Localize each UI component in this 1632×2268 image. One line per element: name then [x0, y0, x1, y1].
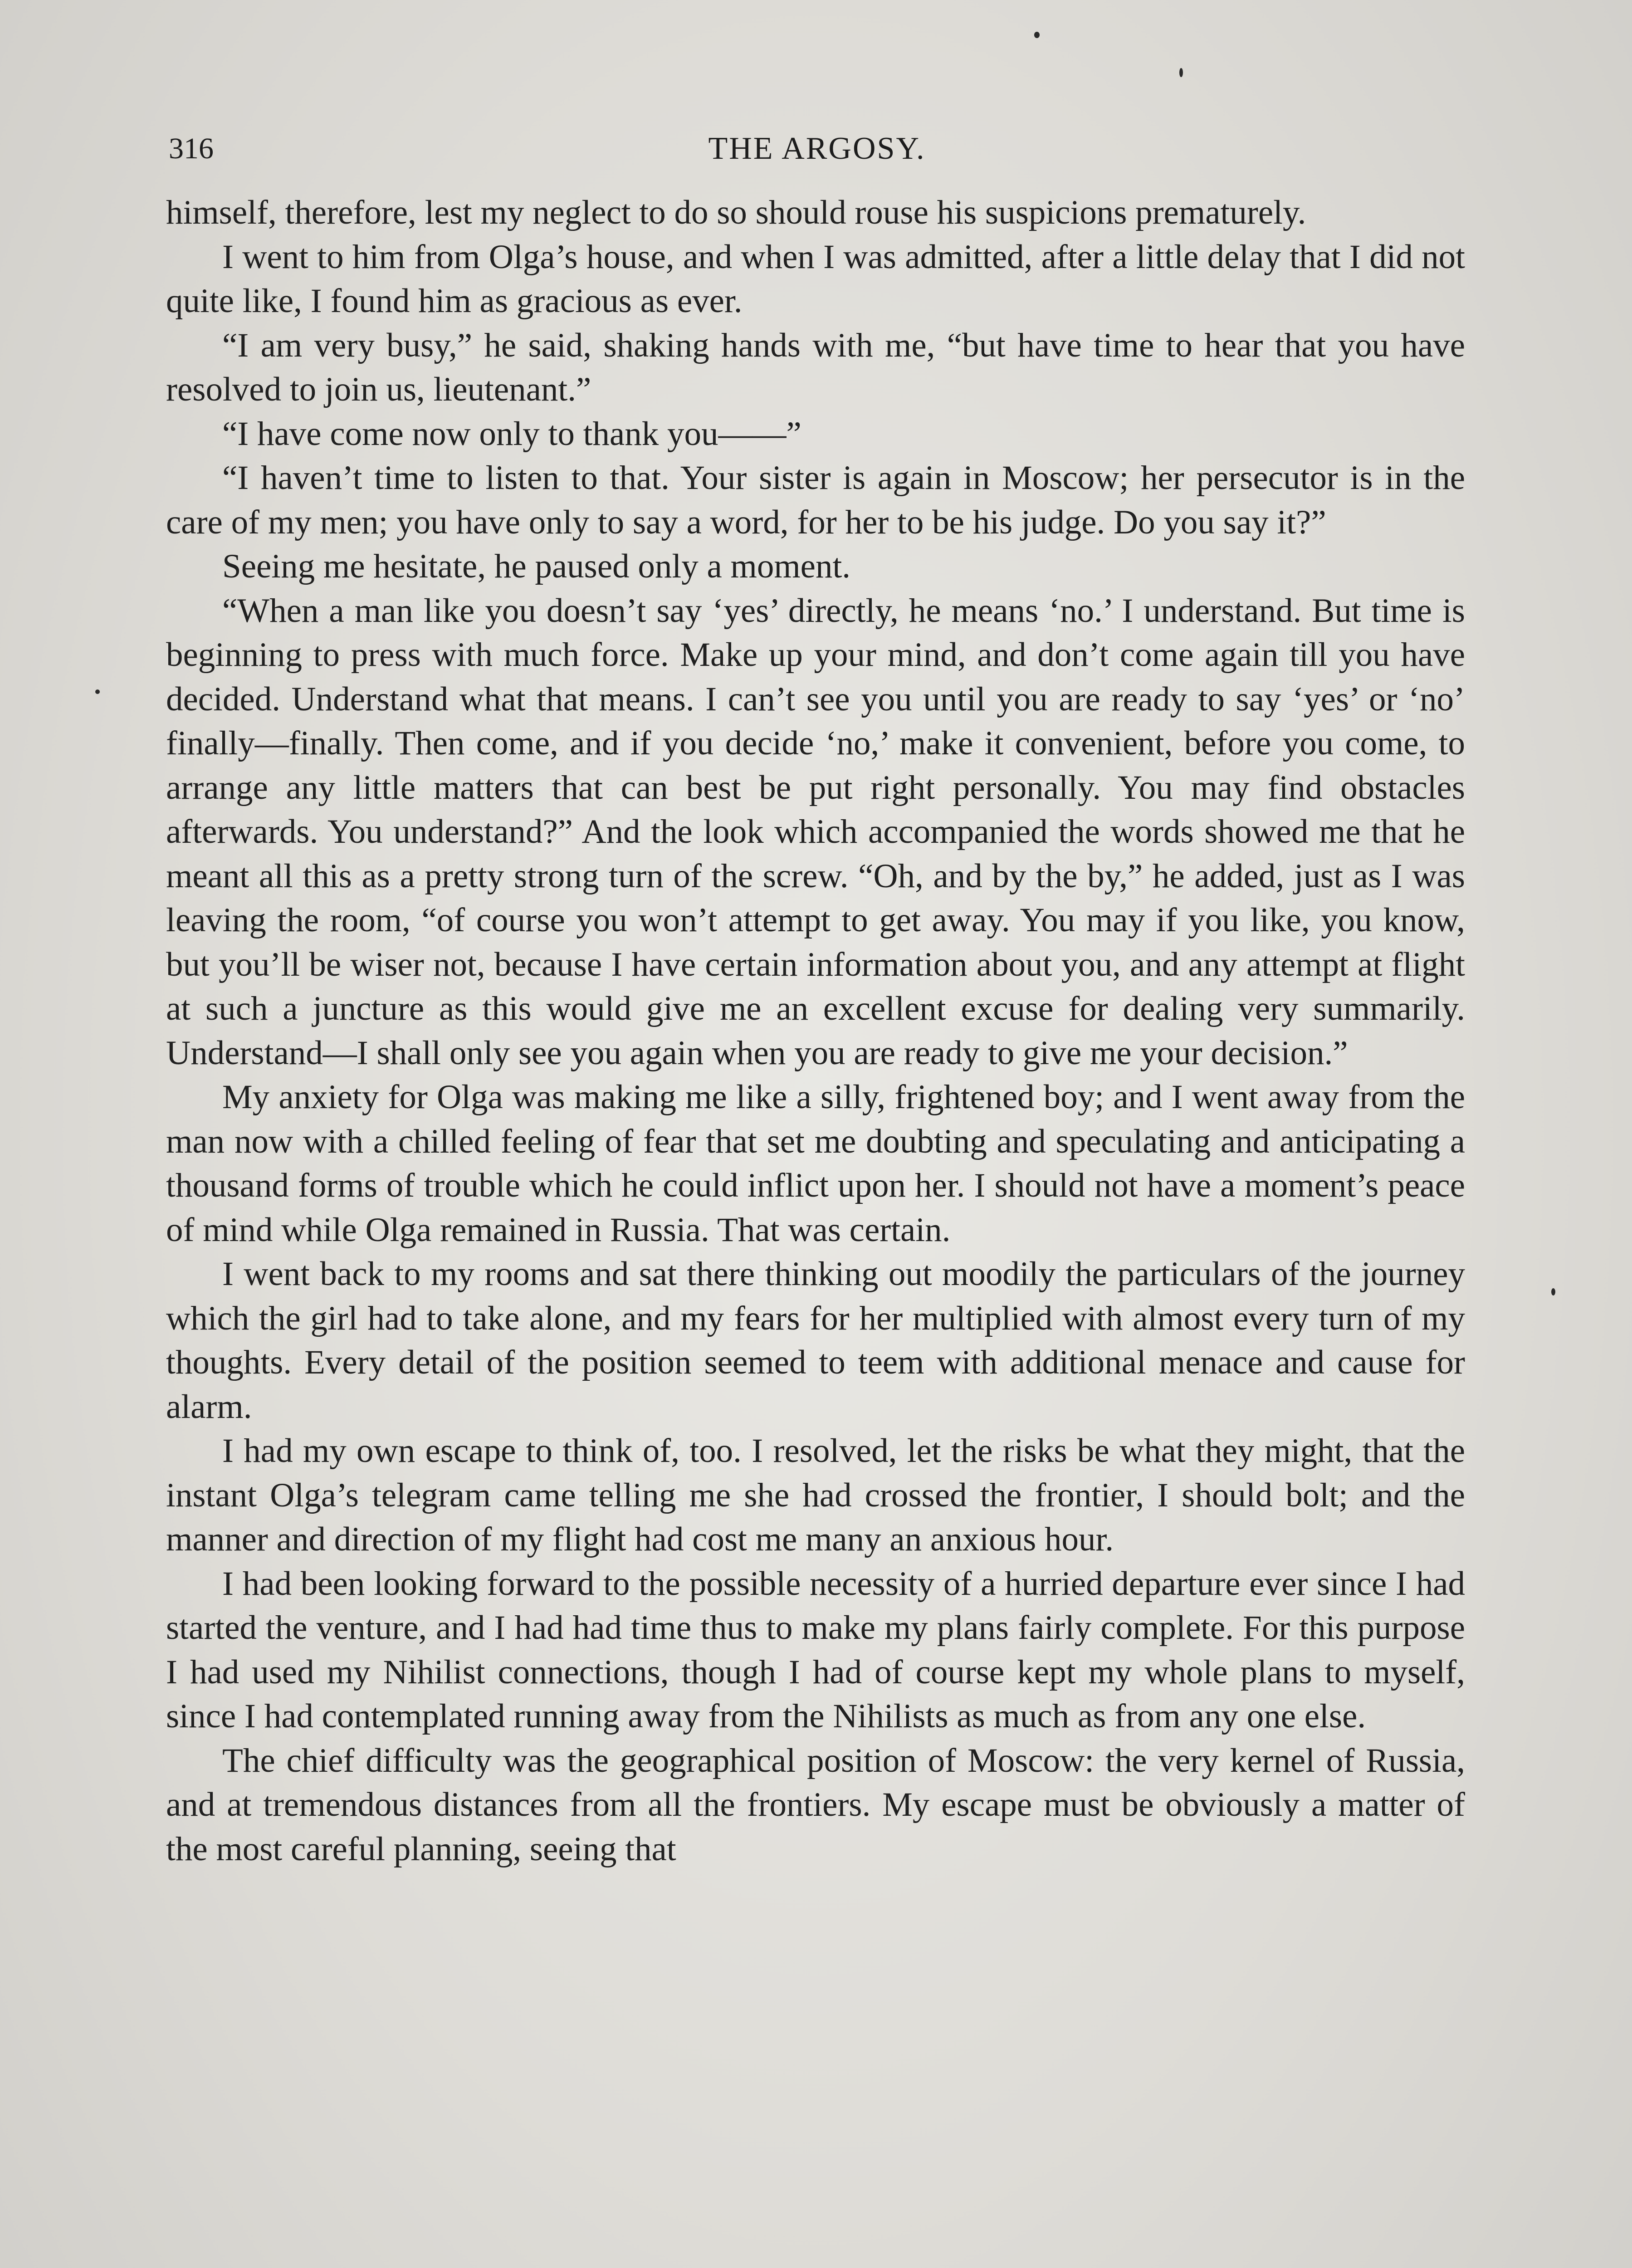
paragraph: The chief difficulty was the geographical position of Moscow: the very kernel of Russia, and at tremendous distances from all the frontiers. My escape must be obviously a matter of the most careful planning, seeing that	[166, 1741, 1465, 1868]
paragraph: I had been looking forward to the possible necessity of a hurried departure ever since I had started the venture, and I had had time thus to make my plans fairly complete. For this purpose I had used my Nihilist connections, though I had of course kept my whole plans to myself, since I had contemplated running away from the Nihilists as much as from any one else.	[166, 1564, 1465, 1735]
paragraph: Seeing me hesitate, he paused only a moment.	[222, 547, 851, 585]
paragraph: I went back to my rooms and sat there thinking out moodily the particulars of the journey which the girl had to take alone, and my fears for her multiplied with almost every turn of my thoughts. Every detail of the position seemed to teem with additional menace and cause for alarm.	[166, 1255, 1465, 1426]
scan-speck	[95, 689, 100, 694]
running-title: THE ARGOSY.	[708, 131, 926, 166]
paragraph: “When a man like you doesn’t say ‘yes’ directly, he means ‘no.’ I understand. But time is beginning to press with much force. Make up your mind, and don’t come again till you have decided. Understand what that means. I can’t see you until you are ready to say ‘yes’ or ‘no’ finally—finally. Then come, and if you decide ‘no,’ make it convenient, before you come, to arrange any little matters that can best be put right personally. You may find obstacles afterwards. You understand?” And the look which accompanied the words showed me that he meant all this as a pretty strong turn of the screw. “Oh, and by the by,” he added, just as I was leaving the room, “of course you won’t attempt to get away. You may if you like, you know, but you’ll be wiser not, because I have certain information about you, and any attempt at flight at such a juncture as this would give me an excellent excuse for dealing very summarily. Understand—I shall only see you again when you are ready to give me your decision.”	[166, 591, 1465, 1072]
paragraph: My anxiety for Olga was making me like a silly, frightened boy; and I went away from the man now with a chilled feeling of fear that set me doubting and speculating and anticipating a thousand forms of trouble which he could inflict upon her. I should not have a moment’s peace of mind while Olga remained in Russia. That was certain.	[166, 1078, 1465, 1249]
paragraph: “I am very busy,” he said, shaking hands with me, “but have time to hear that you have resolved to join us, lieutenant.”	[166, 326, 1465, 408]
paragraph: himself, therefore, lest my neglect to do so should rouse his suspicions prematurely.	[166, 194, 1306, 231]
scan-speck	[1179, 68, 1183, 77]
paragraph: I went to him from Olga’s house, and when I was admitted, after a little delay that I did not quite like, I found him as gracious as ever.	[166, 238, 1465, 320]
scan-speck	[1551, 1288, 1555, 1295]
scan-speck	[1034, 32, 1040, 38]
paragraph: “I haven’t time to listen to that. Your sister is again in Moscow; her persecutor is in the care of my men; you have only to say a word, for her to be his judge. Do you say it?”	[166, 459, 1465, 541]
paragraph: I had my own escape to think of, too. I resolved, let the risks be what they might, that the instant Olga’s telegram came telling me she had crossed the frontier, I should bolt; and the manner and direction of my flight had cost me many an anxious hour.	[166, 1432, 1465, 1558]
page-header	[169, 122, 1465, 176]
paragraph: “I have come now only to thank you——”	[222, 415, 801, 453]
page-number: 316	[169, 132, 214, 165]
body-text	[166, 191, 1465, 1871]
